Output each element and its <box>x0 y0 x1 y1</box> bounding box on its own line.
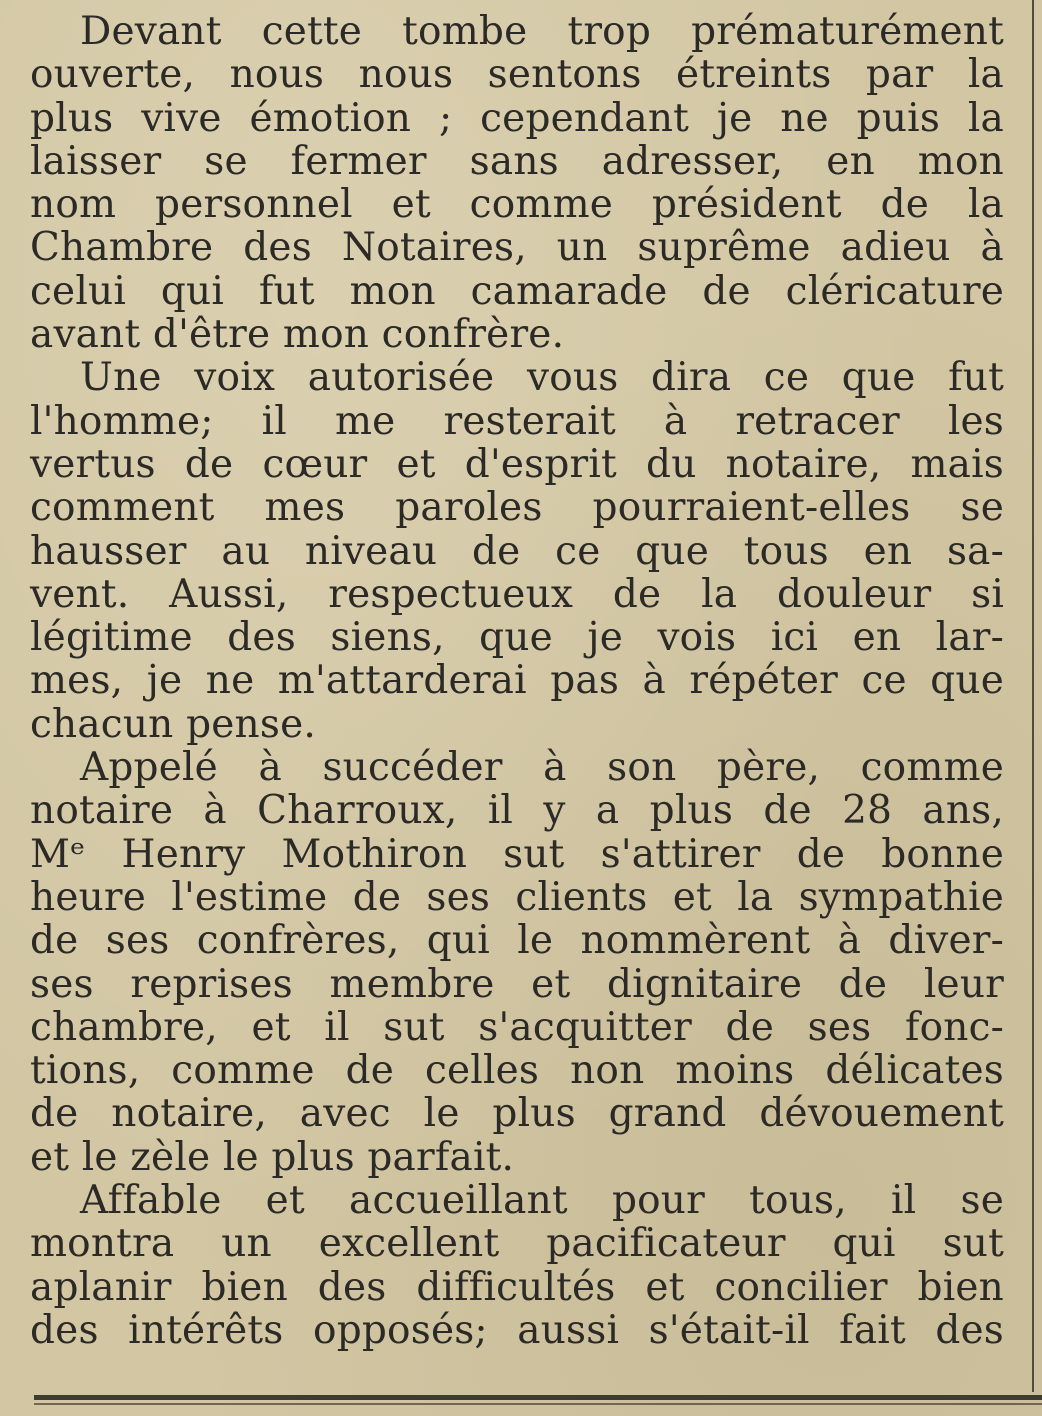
text-line: Mᵉ Henry Mothiron sut s'attirer de bonne <box>30 831 1004 877</box>
text-line: Une voix autorisée vous dira ce que fut <box>80 355 1004 401</box>
text-line: notaire à Charroux, il y a plus de 28 ans, <box>30 788 1004 834</box>
text-line: de notaire, avec le plus grand dévouement <box>30 1091 1004 1137</box>
text-line: vertus de cœur et d'esprit du notaire, mais <box>30 441 1004 487</box>
paragraph <box>30 10 1004 356</box>
text-line: laisser se fermer sans adresser, en mon <box>30 138 1004 184</box>
text-line: heure l'estime de ses clients et la sympathie <box>30 874 1004 920</box>
text-line: Affable et accueillant pour tous, il se <box>80 1178 1004 1224</box>
column-rule <box>1032 0 1034 1392</box>
text-line: aplanir bien des difficultés et concilier bien <box>30 1264 1004 1310</box>
text-line: comment mes paroles pourraient-elles se <box>30 485 1004 531</box>
text-line: hausser au niveau de ce que tous en sa- <box>30 528 1004 574</box>
text-line: montra un excellent pacificateur qui sut <box>30 1221 1004 1267</box>
text-line: et le zèle le plus parfait. <box>30 1134 515 1180</box>
article-column <box>30 10 1004 1352</box>
text-line: l'homme; il me resterait à retracer les <box>30 398 1004 444</box>
text-line: Chambre des Notaires, un suprême adieu à <box>30 225 1004 271</box>
text-line: chambre, et il sut s'acquitter de ses fonc- <box>30 1004 1004 1050</box>
text-line: chacun pense. <box>30 701 316 747</box>
text-line: vent. Aussi, respectueux de la douleur si <box>30 571 1004 617</box>
section-divider-thin <box>34 1403 1042 1405</box>
text-line: légitime des siens, que je vois ici en lar- <box>30 615 1004 661</box>
text-line: Devant cette tombe trop prématurément <box>80 9 1004 54</box>
paragraph <box>30 746 1004 1179</box>
text-line: nom personnel et comme président de la <box>30 182 1004 228</box>
paragraph <box>30 356 1004 746</box>
text-line: avant d'être mon confrère. <box>30 312 565 358</box>
paragraph <box>30 1179 1004 1352</box>
text-line: Appelé à succéder à son père, comme <box>80 745 1004 791</box>
section-divider <box>34 1395 1042 1400</box>
text-line: des intérêts opposés; aussi s'était-il fait des <box>30 1307 1004 1353</box>
text-line: tions, comme de celles non moins délicates <box>30 1048 1004 1094</box>
text-line: ouverte, nous nous sentons étreints par la <box>30 52 1004 98</box>
text-line: plus vive émotion ; cependant je ne puis la <box>30 95 1004 141</box>
text-line: ses reprises membre et dignitaire de leur <box>30 961 1004 1007</box>
text-line: celui qui fut mon camarade de cléricature <box>30 268 1004 314</box>
text-line: de ses confrères, qui le nommèrent à diver- <box>30 918 1004 964</box>
text-line: mes, je ne m'attarderai pas à répéter ce que <box>30 658 1004 704</box>
